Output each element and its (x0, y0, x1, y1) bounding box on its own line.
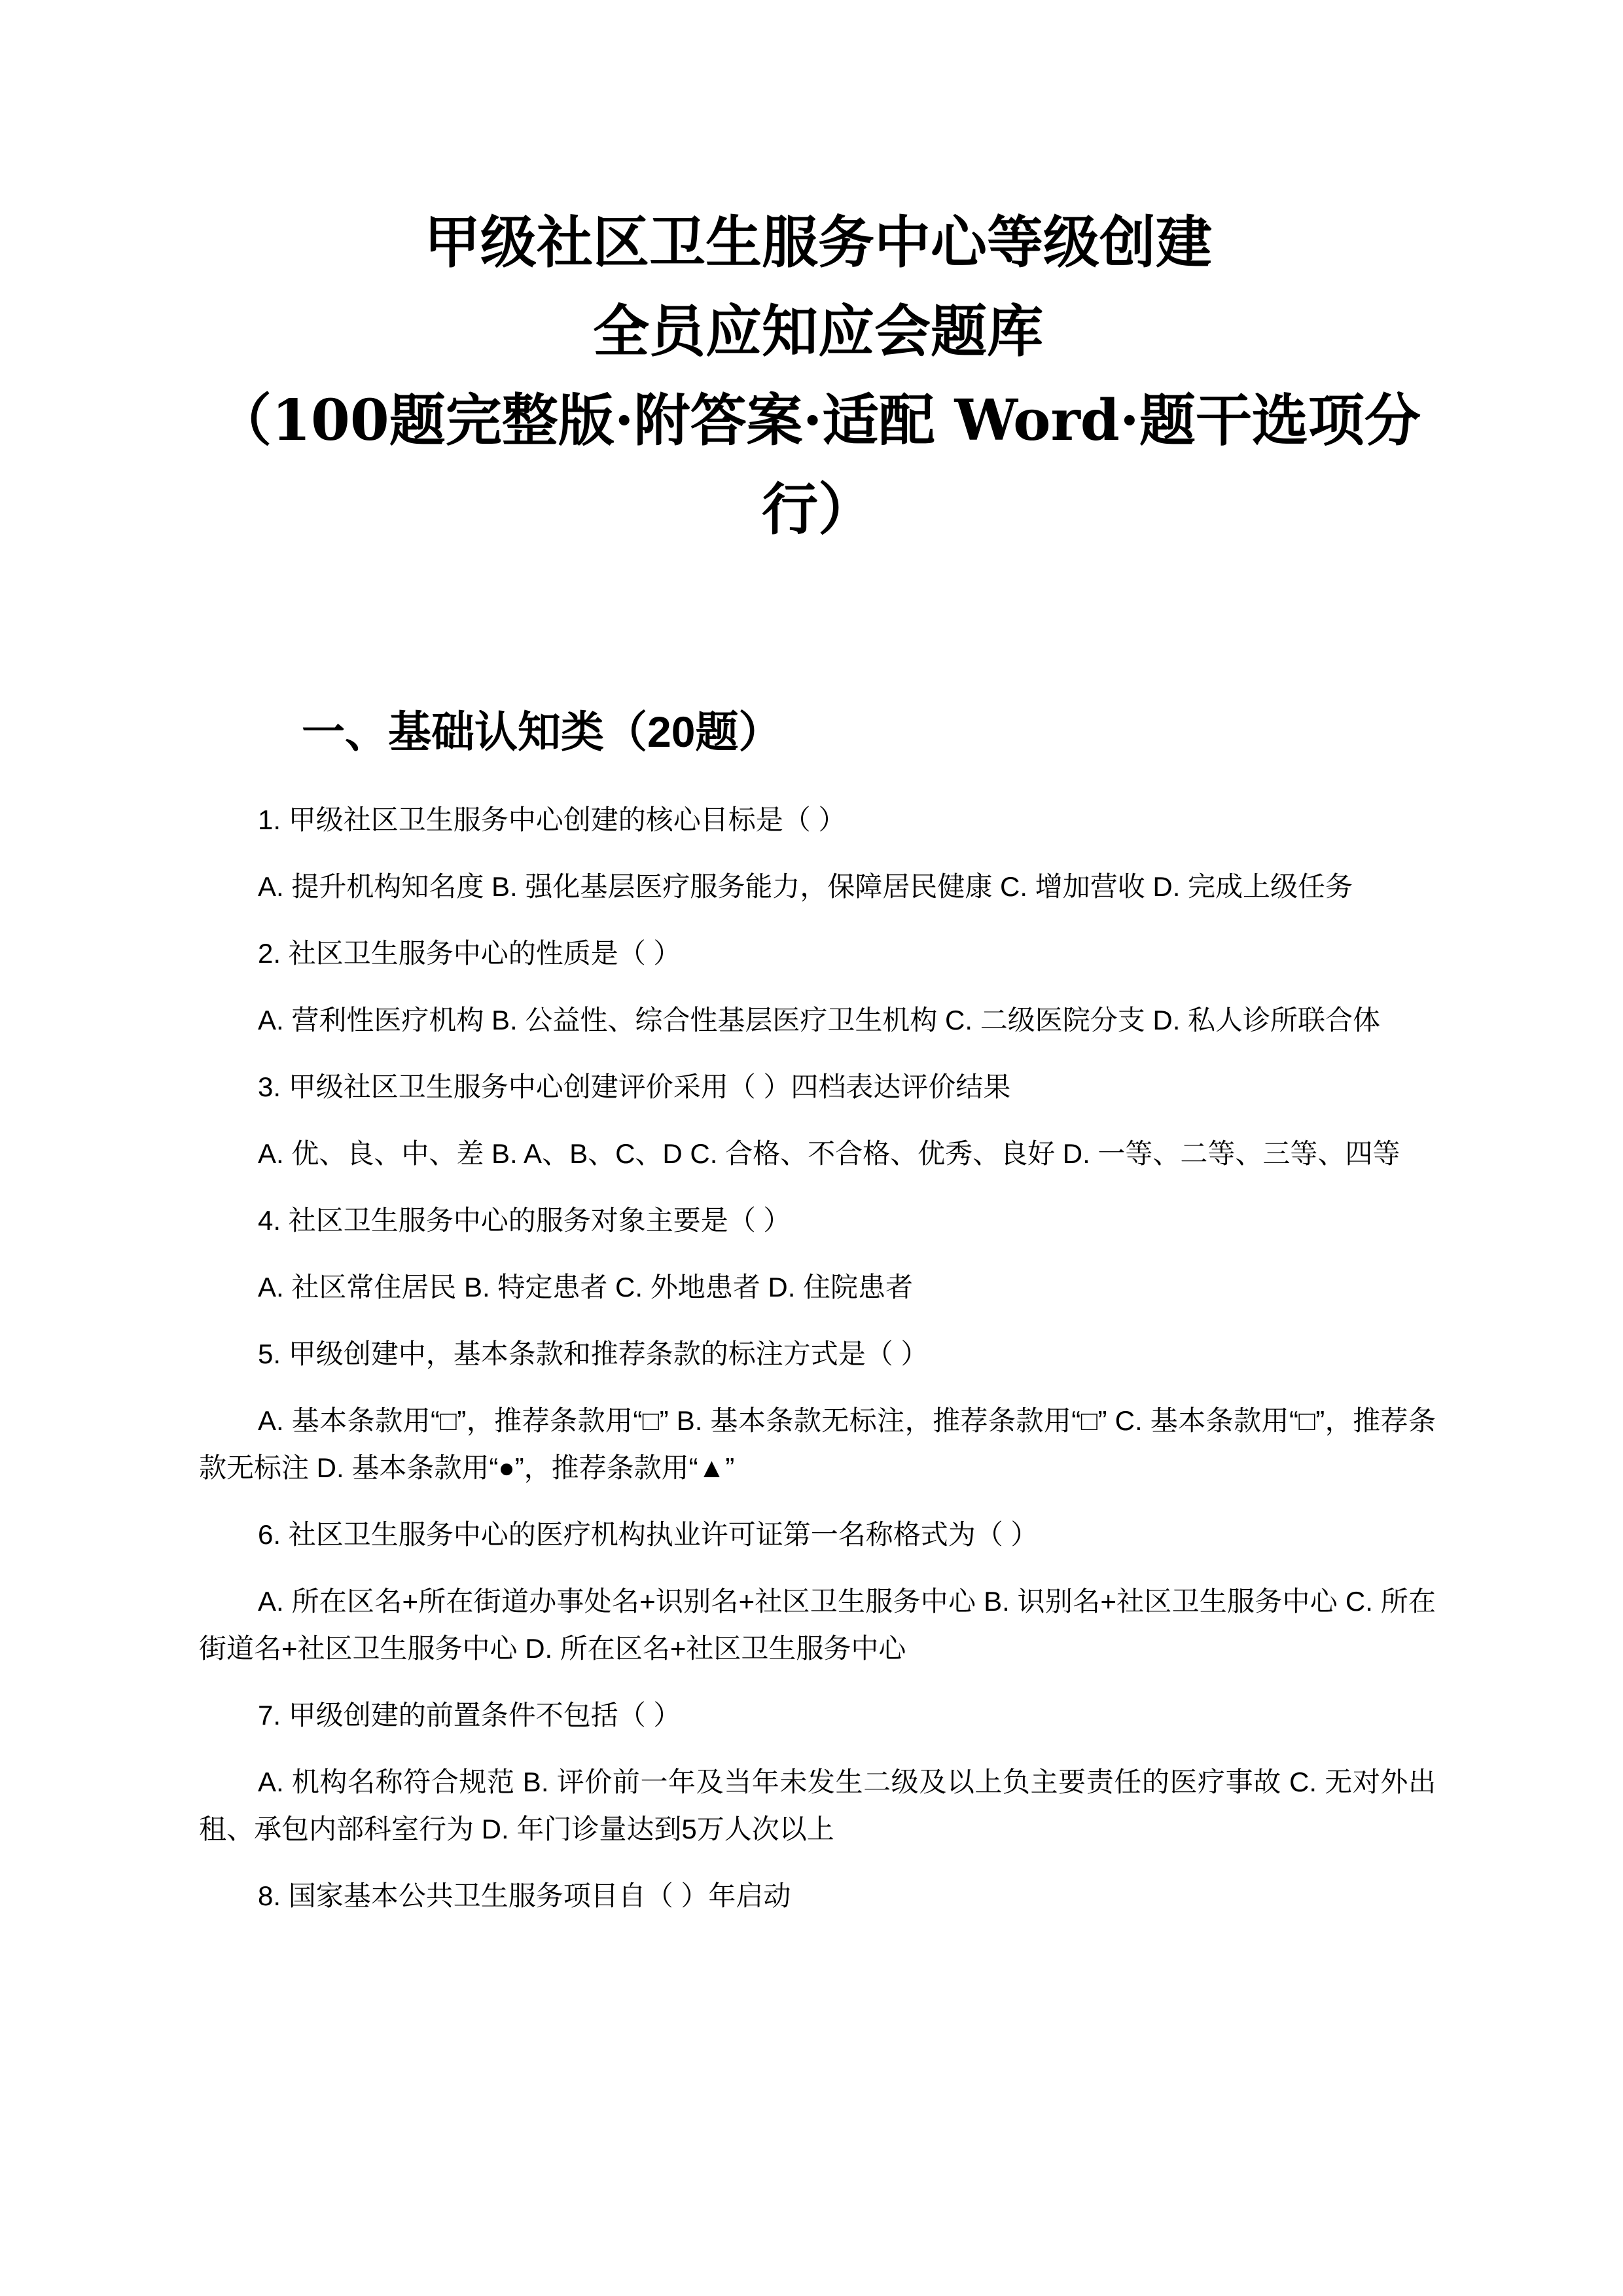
question-1: 1. 甲级社区卫生服务中心创建的核心目标是（ ） (258, 804, 846, 835)
title-line-3: （100题完整版·附答案·适配 Word·题干选项分行） (215, 387, 1421, 543)
question-list (199, 797, 1436, 1939)
question-3-options: A. 优、良、中、差 B. A、B、C、D C. 合格、不合格、优秀、良好 D. 一等、二等、三等、四等 (258, 1138, 1400, 1169)
question-8: 8. 国家基本公共卫生服务项目自（ ）年启动 (258, 1880, 791, 1911)
question-4: 4. 社区卫生服务中心的服务对象主要是（ ） (258, 1205, 791, 1236)
title-line-2: 全员应知应会题库 (593, 298, 1043, 365)
question-6: 6. 社区卫生服务中心的医疗机构执业许可证第一名称格式为（ ） (258, 1519, 1039, 1550)
question-4-options: A. 社区常住居民 B. 特定患者 C. 外地患者 D. 住院患者 (258, 1272, 914, 1302)
question-2-options: A. 营利性医疗机构 B. 公益性、综合性基层医疗卫生机构 C. 二级医院分支 D. 私人诊所联合体 (258, 1005, 1381, 1035)
question-7: 7. 甲级创建的前置条件不包括（ ） (258, 1700, 681, 1731)
question-5-options: A. 基本条款用“□”，推荐条款用“□” B. 基本条款无标注，推荐条款用“□” C. 基本条款用“□”，推荐条款无标注 D. 基本条款用“●”，推荐条款用“▲” (199, 1405, 1436, 1483)
question-1-options: A. 提升机构知名度 B. 强化基层医疗服务能力，保障居民健康 C. 增加营收 D. 完成上级任务 (258, 871, 1353, 902)
section-heading: 一、基础认知类（20题） (302, 708, 782, 756)
question-5: 5. 甲级创建中，基本条款和推荐条款的标注方式是（ ） (258, 1338, 929, 1369)
question-3: 3. 甲级社区卫生服务中心创建评价采用（ ）四档表达评价结果 (258, 1071, 1011, 1102)
document-title (190, 198, 1446, 554)
question-6-options: A. 所在区名+所在街道办事处名+识别名+社区卫生服务中心 B. 识别名+社区卫生服务中心 C. 所在街道名+社区卫生服务中心 D. 所在区名+社区卫生服务中心 (199, 1586, 1436, 1664)
question-7-options: A. 机构名称符合规范 B. 评价前一年及当年未发生二级及以上负主要责任的医疗事故 C. 无对外出租、承包内部科室行为 D. 年门诊量达到5万人次以上 (199, 1767, 1436, 1844)
title-line-1: 甲级社区卫生服务中心等级创建 (424, 209, 1212, 276)
question-2: 2. 社区卫生服务中心的性质是（ ） (258, 938, 681, 969)
